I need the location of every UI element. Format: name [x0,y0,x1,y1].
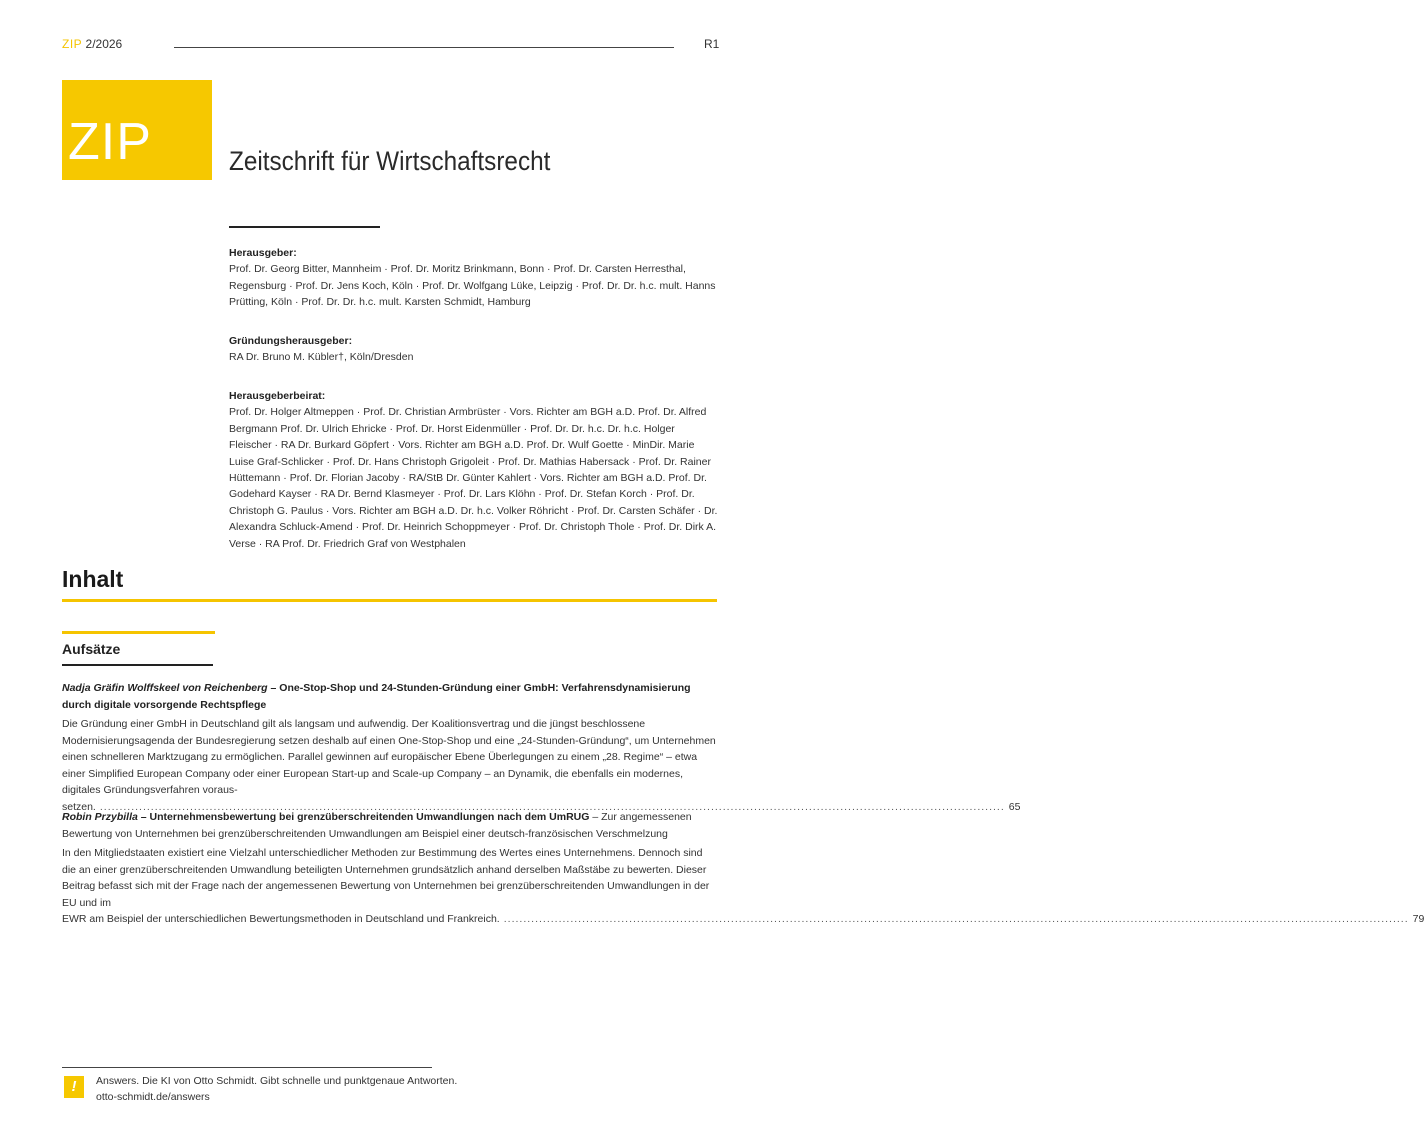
article-heading [62,809,717,842]
article-subtitle: – Zur angemessenen Bewertung von Unternehmen bei grenzüberschreitenden Umwandlungen am Beispiel einer deutsch-französischen Verschmelzung [62,811,692,840]
leader-dots: ....................................................................................................................................................................................................................................... [503,913,1409,925]
zip-logo-text: ZIP [68,113,152,171]
page-number: R1 [704,37,720,51]
exclamation-icon: ! [64,1076,84,1098]
article-heading [62,680,717,713]
contents-heading: Inhalt [62,566,124,592]
article-title: One-Stop-Shop und 24-Stunden-Gründung einer GmbH: Verfahrensdynamisierung durch digitale vorsorgende Rechtspflege [62,682,691,711]
article-page: 65 [1008,800,1021,813]
section-rule-bottom [62,664,213,666]
article-entry[interactable] [62,680,1021,815]
header-rule [174,47,674,48]
article-last-line: setzen. [62,800,96,813]
founder-block [229,333,719,366]
footer-ad [96,1074,457,1105]
article-last-line: EWR am Beispiel der unterschiedlichen Bewertungsmethoden in Deutschland und Frankreich. [62,913,500,925]
issue-brand: ZIP [62,37,83,51]
founder-label: Gründungsherausgeber: [229,335,353,347]
footer-link[interactable]: otto-schmidt.de/answers [96,1090,210,1103]
article-author: Nadja Gräfin Wolffskeel von Reichenberg [62,682,268,694]
footer-rule [62,1067,432,1068]
article-abstract: Die Gründung einer GmbH in Deutschland gilt als langsam und aufwendig. Der Koalitionsvertrag und die jüngst beschlossene Modernisierungsagenda der Bundesregierung setzen deshalb auf einen One-Stop-Shop und eine „24-Stunden-Gründung“, um Unternehmen einen schnelleren Marktzugang zu ermöglichen. Parallel gewinnen auf europäischer Ebene Überlegungen zu einem „28. Regime“ – etwa einer Simplified European Company oder einer European Start-up and Scale-up Company – an Dynamik, die ebenfalls ein modernes, digitales Gründungsverfahren voraus- [62,718,716,796]
board-list: Prof. Dr. Holger Altmeppen · Prof. Dr. Christian Armbrüster · Vors. Richter am BGH a.D. Prof. Dr. Alfred Bergmann Prof. Dr. Ulrich Ehricke · Prof. Dr. Horst Eidenmüller · Prof. Dr. Dr. h.c. Dr. h.c. Holger Fleischer · RA Dr. Burkard Göpfert · Vors. Richter am BGH a.D. Prof. Dr. Wulf Goette · MinDir. Marie Luise Graf-Schlicker · Prof. Dr. Hans Christoph Grigoleit · Prof. Dr. Mathias Habersack · Prof. Dr. Rainer Hüttemann · Prof. Dr. Florian Jacoby · RA/StB Dr. Günter Kahlert · Vors. Richter am BGH a.D. Prof. Dr. Godehard Kayser · RA Dr. Bernd Klasmeyer · Prof. Dr. Lars Klöhn · Prof. Dr. Stefan Korch · Prof. Dr. Christoph G. Paulus · Vors. Richter am BGH a.D. Dr. h.c. Volker Röhricht · Prof. Dr. Carsten Schäfer · Dr. Alexandra Schluck-Amend · Prof. Dr. Heinrich Schoppmeyer · Prof. Dr. Christoph Thole · Prof. Dr. Dirk A. Verse · RA Prof. Dr. Friedrich Graf von Westphalen [229,406,718,550]
article-entry[interactable] [62,809,1424,928]
board-block [229,388,719,552]
title-rule [229,226,380,228]
article-dash: – [137,811,150,823]
board-label: Herausgeberbeirat: [229,390,326,402]
section-title: Aufsätze [62,641,121,657]
contents-rule [62,599,717,602]
article-page: 79 [1412,913,1424,925]
editors-list: Prof. Dr. Georg Bitter, Mannheim · Prof. Dr. Moritz Brinkmann, Bonn · Prof. Dr. Carsten Herresthal, Regensburg · Prof. Dr. Jens Koch, Köln · Prof. Dr. Wolfgang Lüke, Leipzig · Prof. Dr. Dr. h.c. mult. Hanns Prütting, Köln · Prof. Dr. Dr. h.c. mult. Karsten Schmidt, Hamburg [229,263,716,309]
founder-name: RA Dr. Bruno M. Kübler†, Köln/Dresden [229,351,414,364]
section-rule-top [62,631,215,634]
issue-label [62,37,122,51]
footer-line-1: Answers. Die KI von Otto Schmidt. Gibt schnelle und punktgenaue Antworten. [96,1075,458,1087]
issue-number: 2/2026 [85,37,123,51]
article-toc-line [62,911,1424,928]
leader-dots: ....................................................................................................................................................................................................................................... [99,800,1005,813]
editors-label: Herausgeber: [229,247,297,259]
article-title: Unternehmensbewertung bei grenzüberschreitenden Umwandlungen nach dem UmRUG [149,811,590,823]
article-dash: – [267,682,280,694]
article-author: Robin Przybilla [62,811,138,823]
article-abstract: In den Mitgliedstaaten existiert eine Vielzahl unterschiedlicher Methoden zur Bestimmung des Wertes eines Unternehmens. Dennoch sind die an einer grenzüberschreitenden Umwandlung beteiligten Unternehmen grundsätzlich anhand derselben Maßstäbe zu bewerten. Dieser Beitrag befasst sich mit der Frage nach der angemessenen Bewertung von Unternehmen bei grenzüberschreitenden Umwandlungen in der EU und im [62,847,710,909]
journal-title: Zeitschrift für Wirtschaftsrecht [229,146,551,176]
editors-block [229,245,719,311]
